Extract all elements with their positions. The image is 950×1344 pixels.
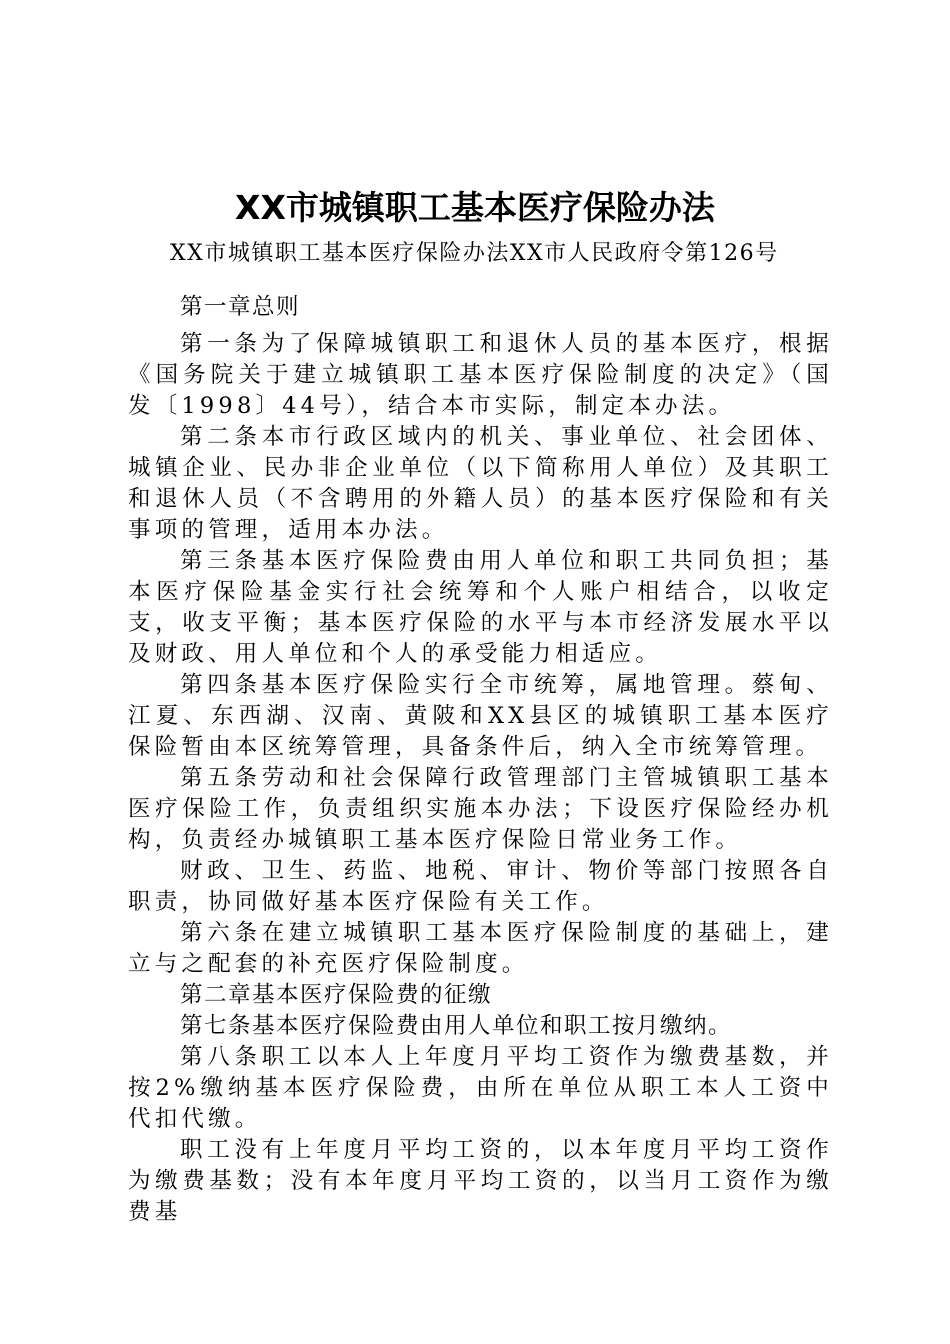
article-paragraph: 第五条劳动和社会保障行政管理部门主管城镇职工基本医疗保险工作，负责组织实施本办法；下设医疗保险经办机构，负责经办城镇职工基本医疗保险日常业务工作。 bbox=[128, 765, 833, 853]
article-paragraph: 第四条基本医疗保险实行全市统筹，属地管理。蔡甸、江夏、东西湖、汉南、黄陂和XX县区的城镇职工基本医疗保险暂由本区统筹管理，具备条件后，纳入全市统筹管理。 bbox=[128, 672, 833, 760]
document-subtitle: XX市城镇职工基本医疗保险办法XX市人民政府令第126号 bbox=[170, 241, 779, 266]
article-paragraph: 职工没有上年度月平均工资的，以本年度月平均工资作为缴费基数；没有本年度月平均工资的，以当月工资作为缴费基 bbox=[128, 1137, 833, 1225]
chapter-heading: 第一章总则 bbox=[180, 294, 301, 320]
article-paragraph: 第三条基本医疗保险费由用人单位和职工共同负担；基本医疗保险基金实行社会统筹和个人账户相结合，以收定支，收支平衡；基本医疗保险的水平与本市经济发展水平以及财政、用人单位和个人的承受能力相适应。 bbox=[128, 548, 833, 667]
article-paragraph: 第六条在建立城镇职工基本医疗保险制度的基础上，建立与之配套的补充医疗保险制度。 bbox=[128, 920, 833, 977]
article-paragraph: 第八条职工以本人上年度月平均工资作为缴费基数，并按2%缴纳基本医疗保险费，由所在单位从职工本人工资中代扣代缴。 bbox=[128, 1044, 833, 1132]
chapter-heading: 第二章基本医疗保险费的征缴 bbox=[180, 982, 493, 1008]
document-title: XX市城镇职工基本医疗保险办法 bbox=[235, 188, 715, 227]
article-paragraph: 财政、卫生、药监、地税、审计、物价等部门按照各自职责，协同做好基本医疗保险有关工作。 bbox=[128, 858, 833, 915]
article-paragraph: 第二条本市行政区域内的机关、事业单位、社会团体、城镇企业、民办非企业单位（以下简称用人单位）及其职工和退休人员（不含聘用的外籍人员）的基本医疗保险和有关事项的管理，适用本办法。 bbox=[128, 424, 833, 543]
article-paragraph: 第七条基本医疗保险费由用人单位和职工按月缴纳。 bbox=[180, 1013, 733, 1039]
document-body bbox=[128, 292, 833, 1228]
article-paragraph: 第一条为了保障城镇职工和退休人员的基本医疗，根据《国务院关于建立城镇职工基本医疗保险制度的决定》（国发〔1998〕44号），结合本市实际，制定本办法。 bbox=[128, 331, 833, 419]
